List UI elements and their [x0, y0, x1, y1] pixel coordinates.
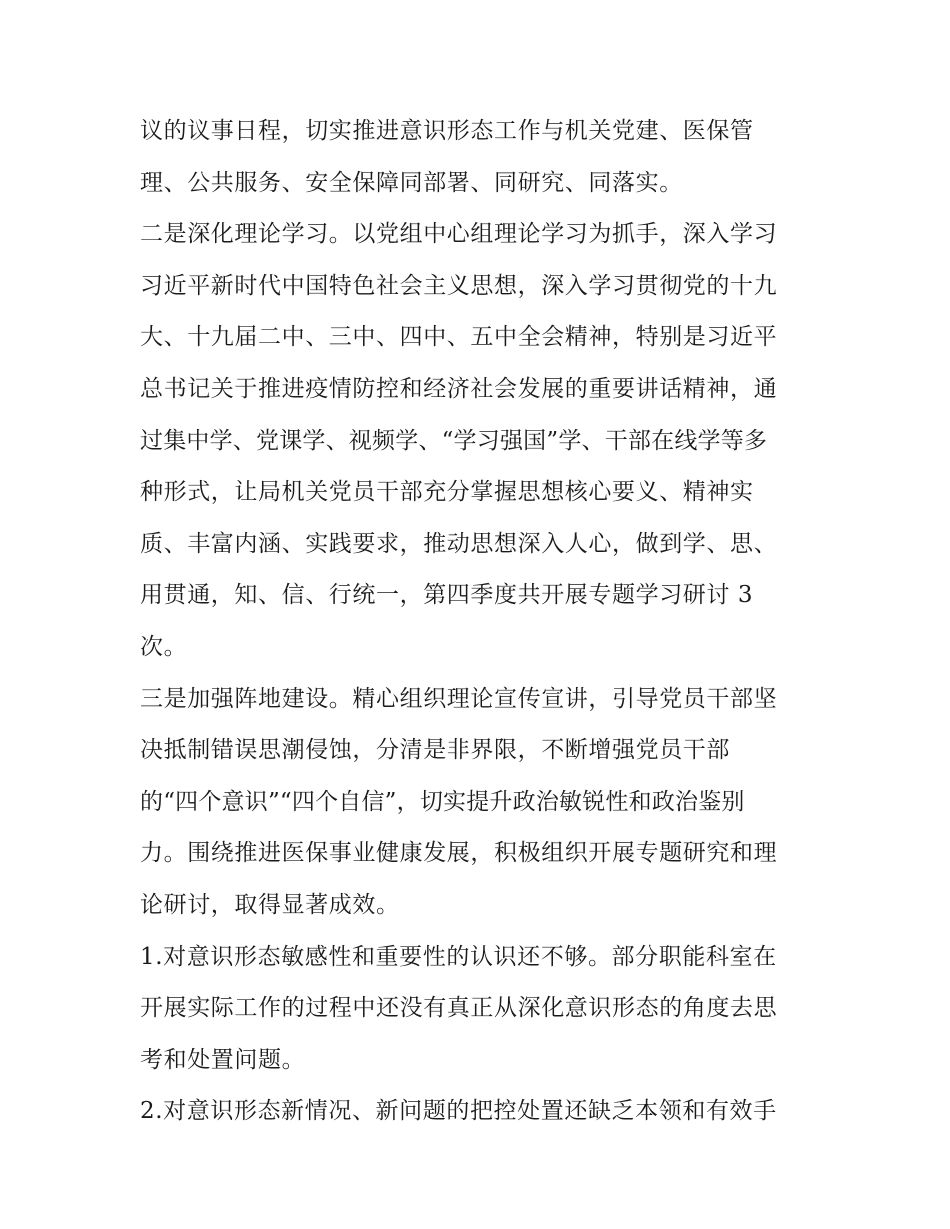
text-line: 大、十九届二中、三中、四中、五中全会精神，特别是习近平: [140, 324, 778, 351]
text-line: 三是加强阵地建设。精心组织理论宣传宣讲，引导党员干部坚: [140, 685, 778, 712]
document-body: [140, 106, 820, 1138]
text-line: 论研讨，取得显著成效。: [140, 891, 400, 918]
text-line: 用贯通，知、信、行统一，第四季度共开展专题学习研讨 3: [140, 582, 754, 609]
text-line: 质、丰富内涵、实践要求，推动思想深入人心，做到学、思、: [140, 530, 778, 557]
text-line: 力。围绕推进医保事业健康发展，积极组织开展专题研究和理: [140, 840, 778, 867]
text-line: 1.对意识形态敏感性和重要性的认识还不够。部分职能科室在: [140, 943, 777, 970]
text-line: 考和处置问题。: [140, 1046, 306, 1073]
text-line: 开展实际工作的过程中还没有真正从深化意识形态的角度去思: [140, 995, 778, 1022]
text-line: 次。: [140, 633, 188, 660]
text-line: 议的议事日程，切实推进意识形态工作与机关党建、医保管: [140, 118, 754, 144]
text-line: 习近平新时代中国特色社会主义思想，深入学习贯彻党的十九: [140, 272, 778, 299]
text-line: 种形式，让局机关党员干部充分掌握思想核心要义、精神实: [140, 479, 754, 506]
text-line: 的“四个意识”“四个自信”，切实提升政治敏锐性和政治鉴别: [140, 788, 745, 815]
text-line: 理、公共服务、安全保障同部署、同研究、同落实。: [140, 169, 683, 196]
text-line: 二是深化理论学习。以党组中心组理论学习为抓手，深入学习: [140, 221, 778, 248]
text-line: 过集中学、党课学、视频学、“学习强国”学、干部在线学等多: [140, 427, 768, 454]
text-line: 决抵制错误思潮侵蚀，分清是非界限，不断增强党员干部: [140, 737, 730, 764]
text-line: 总书记关于推进疫情防控和经济社会发展的重要讲话精神，通: [140, 375, 778, 402]
text-line: 2.对意识形态新情况、新问题的把控处置还缺乏本领和有效手: [140, 1098, 777, 1125]
